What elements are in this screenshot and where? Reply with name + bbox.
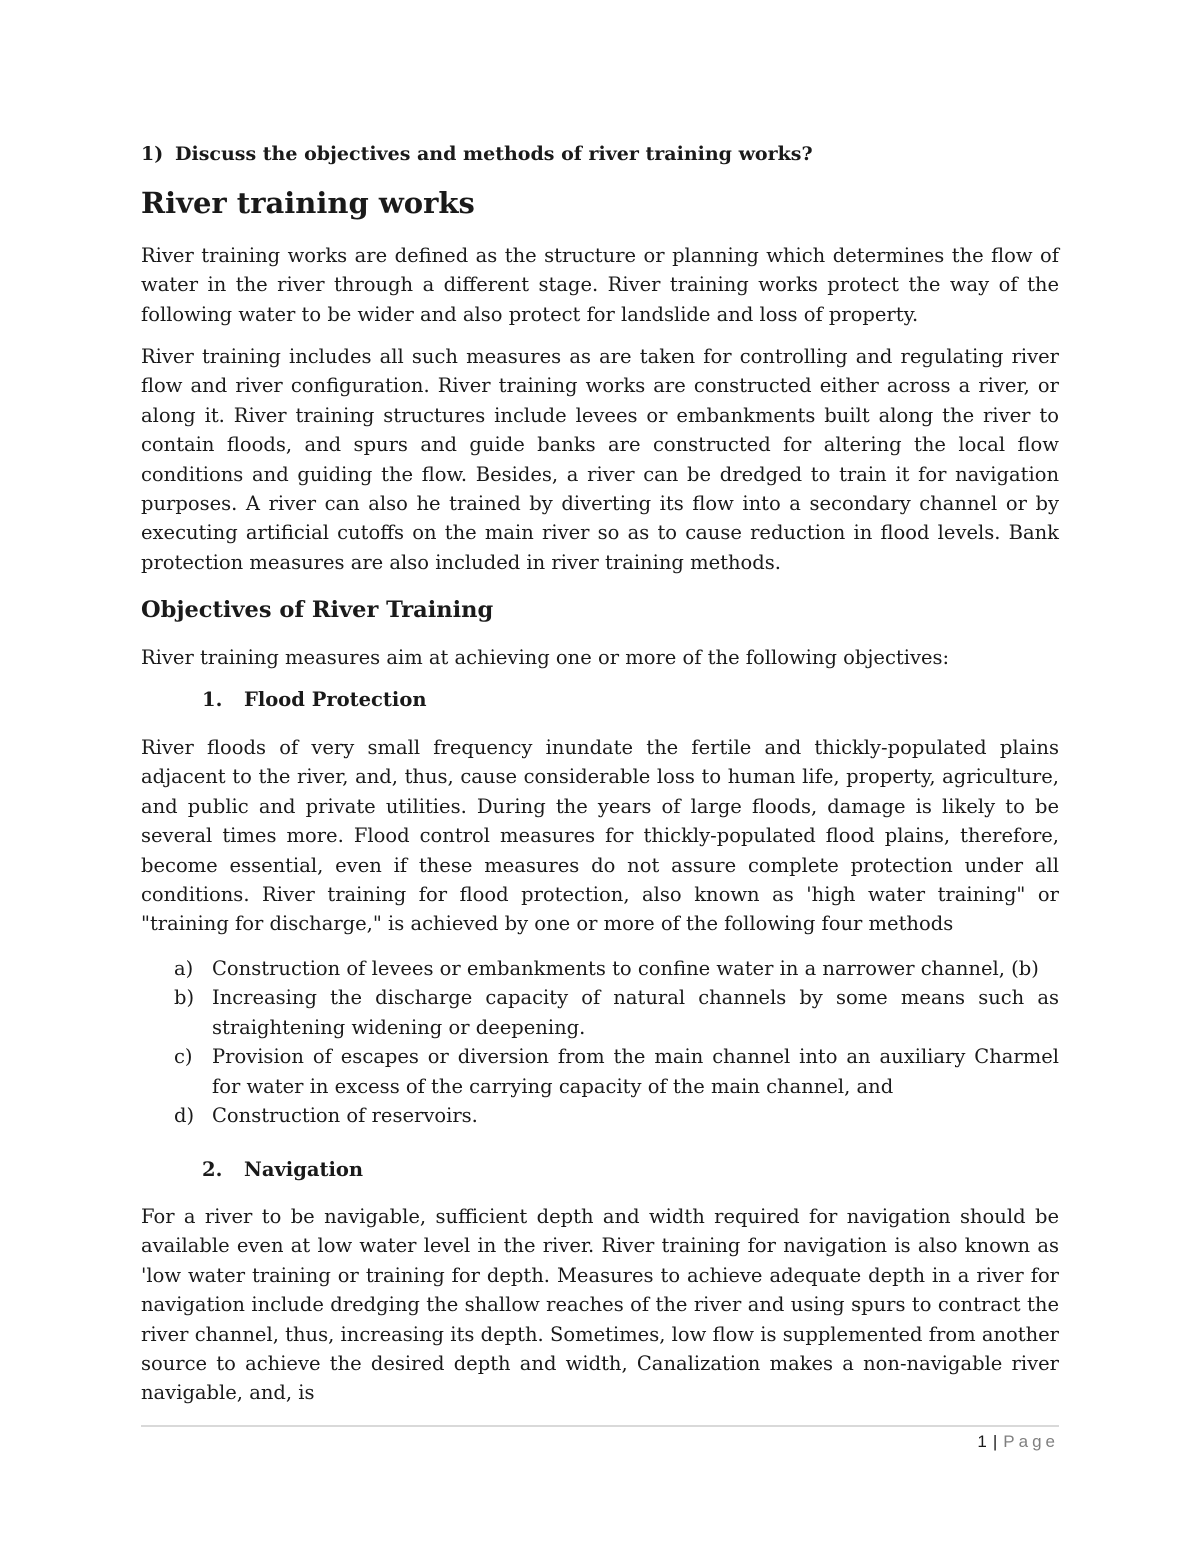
navigation-heading: [202, 1158, 363, 1181]
footer-separator: |: [992, 1432, 998, 1451]
list-marker: c): [174, 1045, 193, 1069]
flood-protection-paragraph: River floods of very small frequency inundate the fertile and thickly-populated plains adjacent to the river, and, thus, cause considerable loss to human life, property, agriculture, and public and private utilities. During the years of large floods, damage is likely to be several times more. Flood control measures for thickly-populated flood plains, therefore, become essential, even if these measures do not assure complete protection under all conditions. River training for flood protection, also known as 'high water training" or "training for discharge," is achieved by one or more of the following four methods: [141, 736, 1059, 936]
flood-protection-number: 1.: [202, 688, 223, 711]
objectives-lead: River training measures aim at achieving one or more of the following objectives:: [141, 646, 950, 669]
intro-paragraph-1: River training works are defined as the structure or planning which determines the flow of water in the river through a different stage. River training works protect the way of the following water to be wider and also protect for landslide and loss of property.: [141, 244, 1059, 326]
flood-methods-list: [174, 954, 1059, 1130]
list-item-text: Increasing the discharge capacity of natural channels by some means such as straightening widening or deepening.: [212, 986, 1059, 1039]
page-number: 1: [977, 1432, 987, 1451]
navigation-paragraph: For a river to be navigable, sufficient depth and width required for navigation should be available even at low water level in the river. River training for navigation is also known as 'low water training or training for depth. Measures to achieve adequate depth in a river for navigation include dredging the shallow reaches of the river and using spurs to contract the river channel, thus, increasing its depth. Sometimes, low flow is supplemented from another source to achieve the desired depth and width, Canalization makes a non-navigable river navigable, and, is: [141, 1205, 1059, 1405]
page-label: Page: [1003, 1432, 1059, 1451]
question-text: Discuss the objectives and methods of river training works?: [175, 143, 813, 165]
navigation-number: 2.: [202, 1158, 223, 1181]
intro-paragraph-2: River training includes all such measures as are taken for controlling and regulating river flow and river configuration. River training works are constructed either across a river, or along it. River training structures include levees or embankments built along the river to contain floods, and spurs and guide banks are constructed for altering the local flow conditions and guiding the flow. Besides, a river can be dredged to train it for navigation purposes. A river can also he trained by diverting its flow into a secondary channel or by executing artificial cutoffs on the main river so as to cause reduction in flood levels. Bank protection measures are also included in river training methods.: [141, 345, 1059, 574]
list-item-text: Construction of levees or embankments to confine water in a narrower channel, (b): [212, 957, 1039, 980]
question-number: 1): [141, 143, 164, 165]
list-item: [174, 1101, 1059, 1130]
list-item: [174, 1042, 1059, 1101]
list-item: [174, 954, 1059, 983]
list-marker: b): [174, 986, 195, 1010]
footer-divider: [141, 1425, 1059, 1427]
list-item-text: Construction of reservoirs.: [212, 1104, 478, 1128]
flood-protection-title: Flood Protection: [244, 688, 427, 711]
list-marker: d): [174, 1104, 195, 1128]
page-footer: [977, 1432, 1059, 1452]
document-title: River training works: [141, 186, 475, 220]
navigation-title: Navigation: [244, 1158, 364, 1181]
list-item: [174, 983, 1059, 1042]
document-page: [141, 0, 1059, 1553]
objectives-heading: Objectives of River Training: [141, 597, 494, 623]
flood-protection-heading: [202, 688, 427, 711]
list-item-text: Provision of escapes or diversion from the main channel into an auxiliary Charmel for water in excess of the carrying capacity of the main channel, and: [212, 1045, 1059, 1098]
list-marker: a): [174, 957, 194, 980]
question-line: [141, 143, 813, 165]
